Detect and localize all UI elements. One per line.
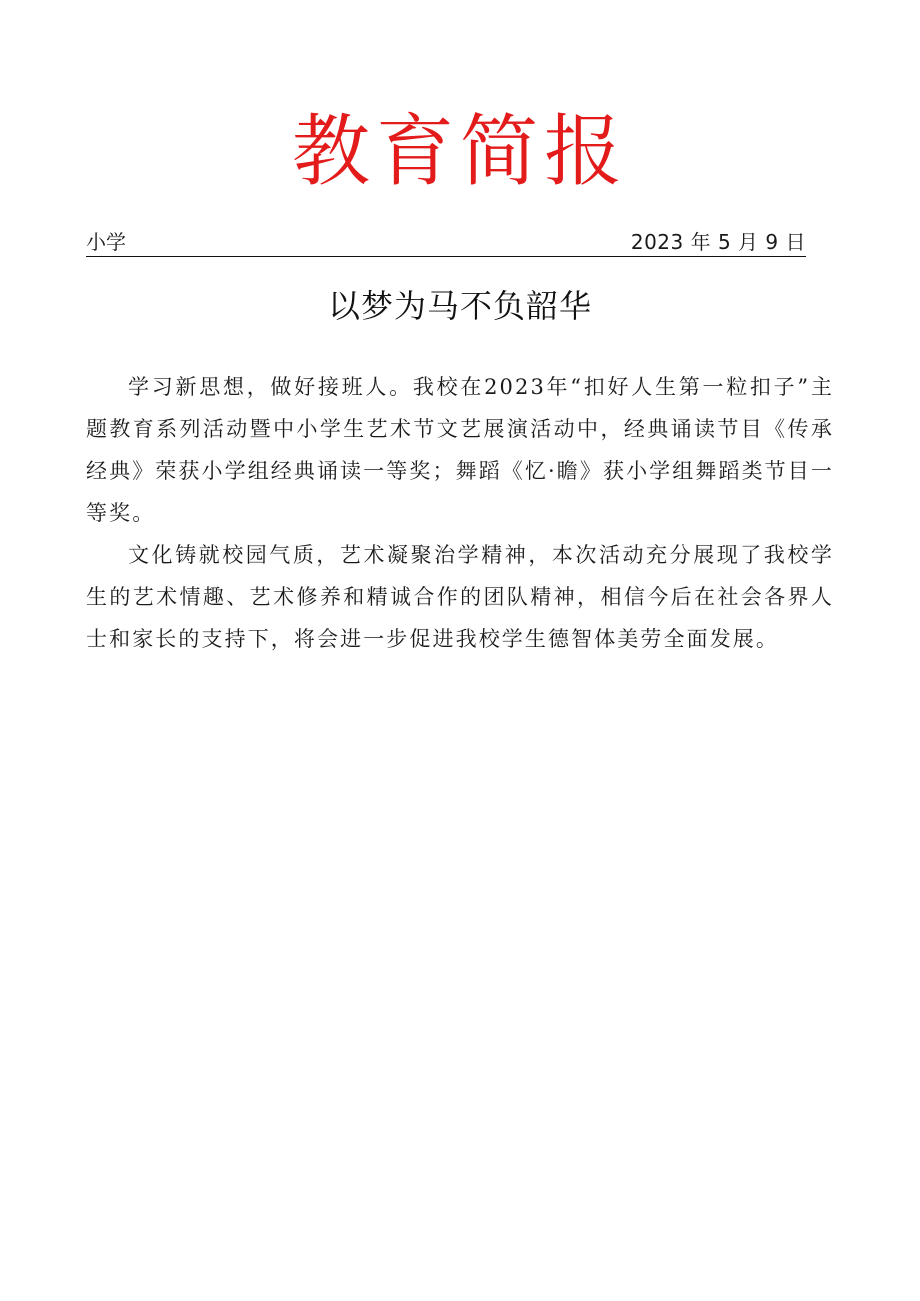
article-body bbox=[86, 366, 834, 660]
article-paragraph: 学习新思想，做好接班人。我校在2023年“扣好人生第一粒扣子”主题教育系列活动暨中小学生艺术节文艺展演活动中，经典诵读节目《传承经典》荣获小学组经典诵读一等奖；舞蹈《忆·瞻》获小学组舞蹈类节目一等奖。 bbox=[86, 375, 834, 525]
issue-date: 2023 年 5 月 9 日 bbox=[630, 230, 806, 254]
issue-info-line bbox=[86, 228, 806, 257]
organization-name: 小学 bbox=[86, 230, 126, 254]
article-paragraph: 文化铸就校园气质，艺术凝聚治学精神，本次活动充分展现了我校学生的艺术情趣、艺术修养和精诚合作的团队精神，相信今后在社会各界人士和家长的支持下，将会进一步促进我校学生德智体美劳全面发展。 bbox=[86, 543, 834, 651]
masthead-title: 教育简报 bbox=[291, 107, 628, 197]
article-headline: 以梦为马不负韶华 bbox=[327, 287, 592, 325]
